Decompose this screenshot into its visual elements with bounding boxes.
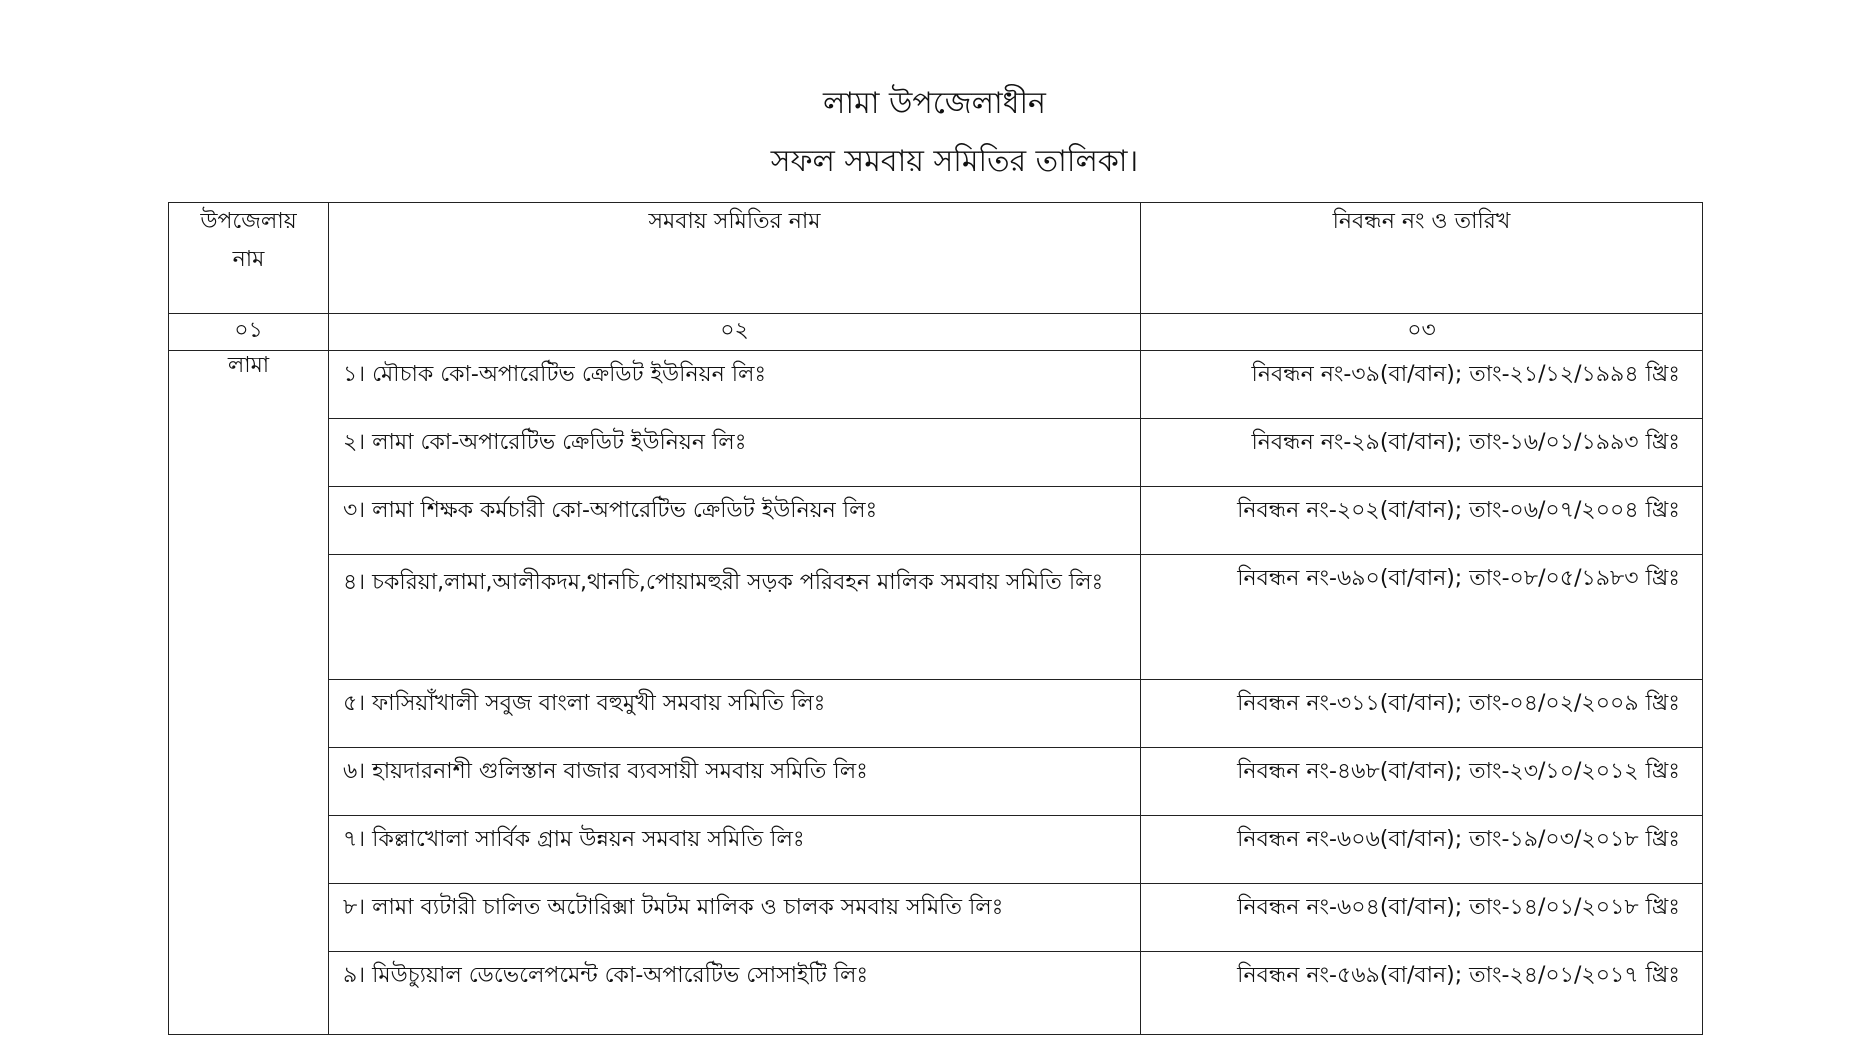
upazila-name: লামা [169, 351, 329, 1035]
table-row [169, 816, 1703, 884]
society-name: ৩। লামা শিক্ষক কর্মচারী কো-অপারেটিভ ক্রেডিট ইউনিয়ন লিঃ [329, 487, 1141, 555]
column-number-row [169, 314, 1703, 351]
table-row [169, 748, 1703, 816]
registration-info: নিবন্ধন নং-৬৯০(বা/বান); তাং-০৮/০৫/১৯৮৩ খ্রিঃ [1141, 555, 1703, 680]
registration-info: নিবন্ধন নং-৬০৪(বা/বান); তাং-১৪/০১/২০১৮ খ্রিঃ [1141, 884, 1703, 952]
table-row [169, 555, 1703, 680]
society-name: ৯। মিউচ্যুয়াল ডেভেলেপমেন্ট কো-অপারেটিভ সোসাইটি লিঃ [329, 952, 1141, 1035]
registration-info: নিবন্ধন নং-৩১১(বা/বান); তাং-০৪/০২/২০০৯ খ্রিঃ [1141, 680, 1703, 748]
column-number: ০২ [329, 314, 1141, 351]
registration-info: নিবন্ধন নং-৬০৬(বা/বান); তাং-১৯/০৩/২০১৮ খ্রিঃ [1141, 816, 1703, 884]
society-name: ৫। ফাসিয়াঁখালী সবুজ বাংলা বহুমুখী সমবায় সমিতি লিঃ [329, 680, 1141, 748]
cooperative-table [168, 202, 1703, 1035]
column-number: ০১ [169, 314, 329, 351]
registration-info: নিবন্ধন নং-২০২(বা/বান); তাং-০৬/০৭/২০০৪ খ্রিঃ [1141, 487, 1703, 555]
column-number: ০৩ [1141, 314, 1703, 351]
registration-info: নিবন্ধন নং-৪৬৮(বা/বান); তাং-২৩/১০/২০১২ খ্রিঃ [1141, 748, 1703, 816]
registration-info: নিবন্ধন নং-২৯(বা/বান); তাং-১৬/০১/১৯৯৩ খ্রিঃ [1141, 419, 1703, 487]
table-row [169, 351, 1703, 419]
table-row [169, 680, 1703, 748]
registration-info: নিবন্ধন নং-৩৯(বা/বান); তাং-২১/১২/১৯৯৪ খ্রিঃ [1141, 351, 1703, 419]
header-registration: নিবন্ধন নং ও তারিখ [1141, 203, 1703, 314]
society-name: ১। মৌচাক কো-অপারেটিভ ক্রেডিট ইউনিয়ন লিঃ [329, 351, 1141, 419]
society-name: ৪। চকরিয়া,লামা,আলীকদম,থানচি,পোয়ামহুরী সড়ক পরিবহন মালিক সমবায় সমিতি লিঃ [329, 555, 1141, 680]
header-upazila: উপজেলায় নাম [169, 203, 329, 314]
page-subtitle: সফল সমবায় সমিতির তালিকা। [770, 144, 1139, 179]
table-row [169, 952, 1703, 1035]
table-row [169, 419, 1703, 487]
registration-info: নিবন্ধন নং-৫৬৯(বা/বান); তাং-২৪/০১/২০১৭ খ্রিঃ [1141, 952, 1703, 1035]
header-society-name: সমবায় সমিতির নাম [329, 203, 1141, 314]
society-name: ৭। কিল্লাখোলা সার্বিক গ্রাম উন্নয়ন সমবায় সমিতি লিঃ [329, 816, 1141, 884]
table-header-row [169, 203, 1703, 314]
society-name: ৬। হায়দারনাশী গুলিস্তান বাজার ব্যবসায়ী সমবায় সমিতি লিঃ [329, 748, 1141, 816]
table-row [169, 487, 1703, 555]
society-name: ২। লামা কো-অপারেটিভ ক্রেডিট ইউনিয়ন লিঃ [329, 419, 1141, 487]
page-title: লামা উপজেলাধীন [823, 86, 1046, 121]
society-name: ৮। লামা ব্যটারী চালিত অটোরিক্সা টমটম মালিক ও চালক সমবায় সমিতি লিঃ [329, 884, 1141, 952]
table-row [169, 884, 1703, 952]
